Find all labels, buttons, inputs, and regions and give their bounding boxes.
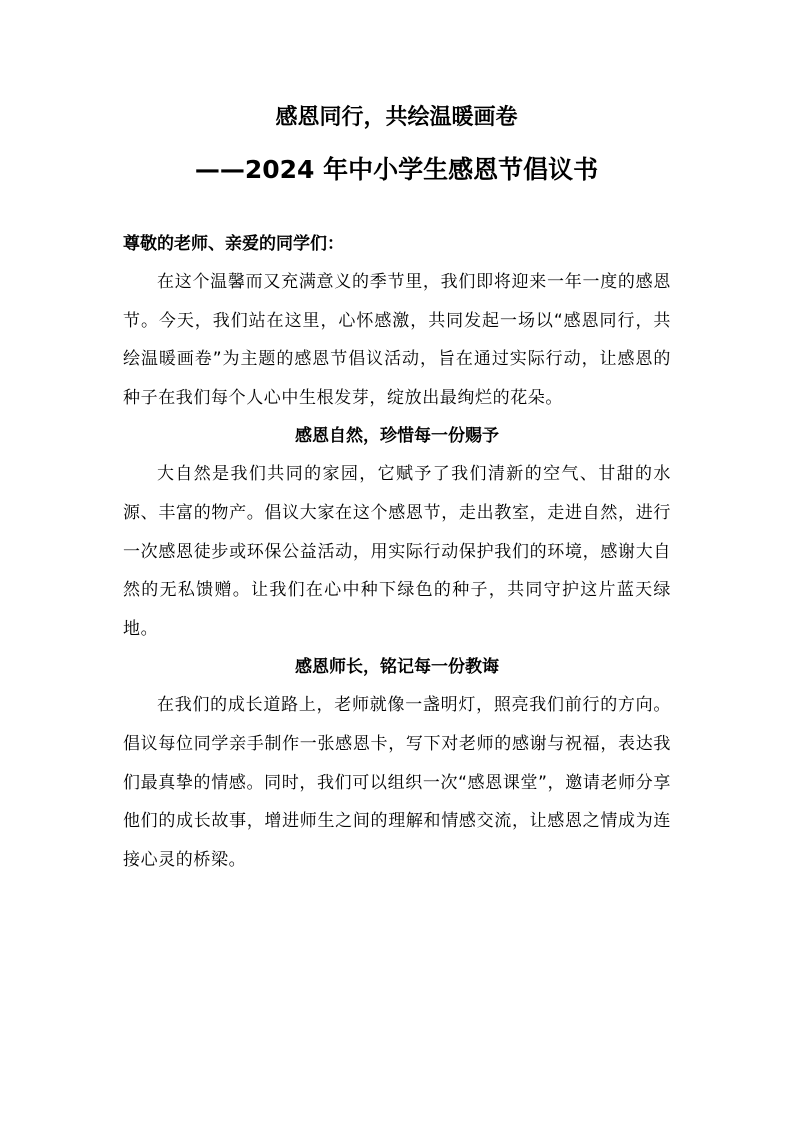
section-heading-nature: 感恩自然，珍惜每一份赐予 [295, 426, 499, 447]
document-body [123, 225, 671, 879]
document-subtitle: ——2024 年中小学生感恩节倡议书 [194, 155, 599, 184]
intro-paragraph: 在这个温馨而又充满意义的季节里，我们即将迎来一年一度的感恩节。今天，我们站在这里，心怀感激，共同发起一场以“感恩同行，共绘温暖画卷”为主题的感恩节倡议活动，旨在通过实际行动，让感恩的种子在我们每个人心中生根发芽，绽放出最绚烂的花朵。 [123, 272, 671, 408]
section-paragraph-teachers: 在我们的成长道路上，老师就像一盏明灯，照亮我们前行的方向。倡议每位同学亲手制作一张感恩卡，写下对老师的感谢与祝福，表达我们最真挚的情感。同时，我们可以组织一次“感恩课堂”，邀请老师分享他们的成长故事，增进师生之间的理解和情感交流，让感恩之情成为连接心灵的桥梁。 [123, 695, 671, 870]
document-title: 感恩同行，共绘温暖画卷 [275, 105, 518, 130]
section-heading-teachers: 感恩师长，铭记每一份教诲 [295, 657, 499, 678]
section-paragraph-nature: 大自然是我们共同的家园，它赋予了我们清新的空气、甘甜的水源、丰富的物产。倡议大家在这个感恩节，走出教室，走进自然，进行一次感恩徒步或环保公益活动，用实际行动保护我们的环境，感谢大自然的无私馈赠。让我们在心中种下绿色的种子，共同守护这片蓝天绿地。 [123, 464, 671, 639]
salutation: 尊敬的老师、亲爱的同学们： [123, 234, 344, 254]
